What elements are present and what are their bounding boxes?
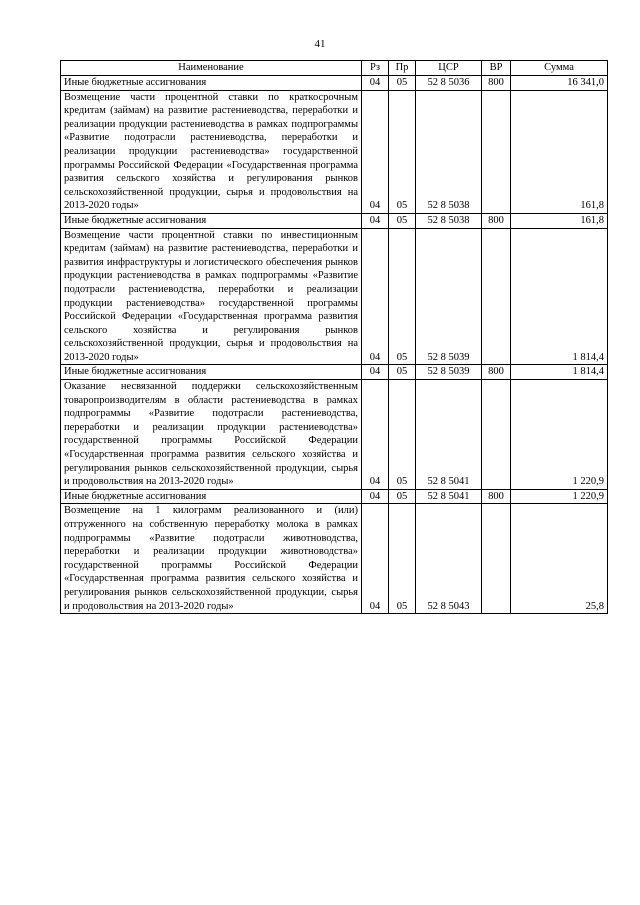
row-rz: 04 bbox=[362, 76, 389, 91]
row-csr: 52 8 5038 bbox=[416, 90, 482, 213]
header-pr: Пр bbox=[389, 61, 416, 76]
table-row bbox=[61, 365, 608, 380]
header-csr: ЦСР bbox=[416, 61, 482, 76]
row-vr bbox=[482, 228, 511, 365]
row-csr: 52 8 5041 bbox=[416, 380, 482, 490]
row-name: Иные бюджетные ассигнования bbox=[61, 76, 362, 91]
row-pr: 05 bbox=[389, 504, 416, 614]
header-name: Наименование bbox=[61, 61, 362, 76]
row-csr: 52 8 5036 bbox=[416, 76, 482, 91]
row-pr: 05 bbox=[389, 365, 416, 380]
row-rz: 04 bbox=[362, 213, 389, 228]
table-row bbox=[61, 228, 608, 365]
row-rz: 04 bbox=[362, 489, 389, 504]
row-name: Возмещение части процентной ставки по краткосрочным кредитам (займам) на развитие растениеводства, переработки и реализации продукции растениеводства в рамках подпрограммы «Развитие подотрасли растениеводства, переработки и реализации продукции растениеводства» государственной программы Российской Федерации «Государственная программа развития сельского хозяйства и регулирования рынков сельскохозяйственной продукции, сырья и продовольствия на 2013-2020 годы» bbox=[61, 90, 362, 213]
row-sum: 1 220,9 bbox=[511, 380, 608, 490]
row-rz: 04 bbox=[362, 365, 389, 380]
row-vr: 800 bbox=[482, 76, 511, 91]
row-sum: 1 220,9 bbox=[511, 489, 608, 504]
row-pr: 05 bbox=[389, 90, 416, 213]
table-row bbox=[61, 90, 608, 213]
row-sum: 1 814,4 bbox=[511, 228, 608, 365]
row-name: Иные бюджетные ассигнования bbox=[61, 489, 362, 504]
header-rz: Рз bbox=[362, 61, 389, 76]
row-name: Иные бюджетные ассигнования bbox=[61, 365, 362, 380]
row-pr: 05 bbox=[389, 489, 416, 504]
row-sum: 161,8 bbox=[511, 90, 608, 213]
row-csr: 52 8 5041 bbox=[416, 489, 482, 504]
row-rz: 04 bbox=[362, 90, 389, 213]
row-csr: 52 8 5038 bbox=[416, 213, 482, 228]
row-pr: 05 bbox=[389, 213, 416, 228]
table-row bbox=[61, 504, 608, 614]
table-row bbox=[61, 76, 608, 91]
row-vr: 800 bbox=[482, 365, 511, 380]
row-name: Оказание несвязанной поддержки сельскохозяйственным товаропроизводителям в области растениеводства в рамках подпрограммы «Развитие подотрасли растениеводства, переработки и реализации продукции растениеводства» государственной программы Российской Федерации «Государственная программа развития сельского хозяйства и регулирования рынков сельскохозяйственной продукции, сырья и продовольствия на 2013-2020 годы» bbox=[61, 380, 362, 490]
row-csr: 52 8 5039 bbox=[416, 228, 482, 365]
row-rz: 04 bbox=[362, 504, 389, 614]
row-csr: 52 8 5039 bbox=[416, 365, 482, 380]
row-pr: 05 bbox=[389, 228, 416, 365]
row-vr: 800 bbox=[482, 213, 511, 228]
row-sum: 16 341,0 bbox=[511, 76, 608, 91]
header-sum: Сумма bbox=[511, 61, 608, 76]
table-header-row bbox=[61, 61, 608, 76]
row-pr: 05 bbox=[389, 380, 416, 490]
row-vr: 800 bbox=[482, 489, 511, 504]
row-vr bbox=[482, 380, 511, 490]
row-rz: 04 bbox=[362, 228, 389, 365]
row-name: Возмещение части процентной ставки по инвестиционным кредитам (займам) на развитие растениеводства, переработки и развития инфраструктуры и логистического обеспечения рынков продукции растениеводства в рамках подпрограммы «Развитие подотрасли растениеводства, переработки и реализации продукции растениеводства» государственной программы Российской Федерации «Государственная программа развития сельского хозяйства и регулирования рынков сельскохозяйственной продукции, сырья и продовольствия на 2013-2020 годы» bbox=[61, 228, 362, 365]
table-row bbox=[61, 213, 608, 228]
row-sum: 161,8 bbox=[511, 213, 608, 228]
budget-table bbox=[60, 60, 608, 614]
row-name: Иные бюджетные ассигнования bbox=[61, 213, 362, 228]
row-rz: 04 bbox=[362, 380, 389, 490]
row-name: Возмещение на 1 килограмм реализованного и (или) отгруженного на собственную переработку молока в рамках подпрограммы «Развитие подотрасли животноводства, переработки и реализации продукции животноводства» государственной программы Российской Федерации «Государственная программа развития сельского хозяйства и регулирования рынков сельскохозяйственной продукции, сырья и продовольствия на 2013-2020 годы» bbox=[61, 504, 362, 614]
header-vr: ВР bbox=[482, 61, 511, 76]
row-vr bbox=[482, 504, 511, 614]
row-pr: 05 bbox=[389, 76, 416, 91]
row-sum: 25,8 bbox=[511, 504, 608, 614]
table-row bbox=[61, 380, 608, 490]
row-sum: 1 814,4 bbox=[511, 365, 608, 380]
page-number: 41 bbox=[314, 38, 326, 50]
table-row bbox=[61, 489, 608, 504]
row-vr bbox=[482, 90, 511, 213]
row-csr: 52 8 5043 bbox=[416, 504, 482, 614]
